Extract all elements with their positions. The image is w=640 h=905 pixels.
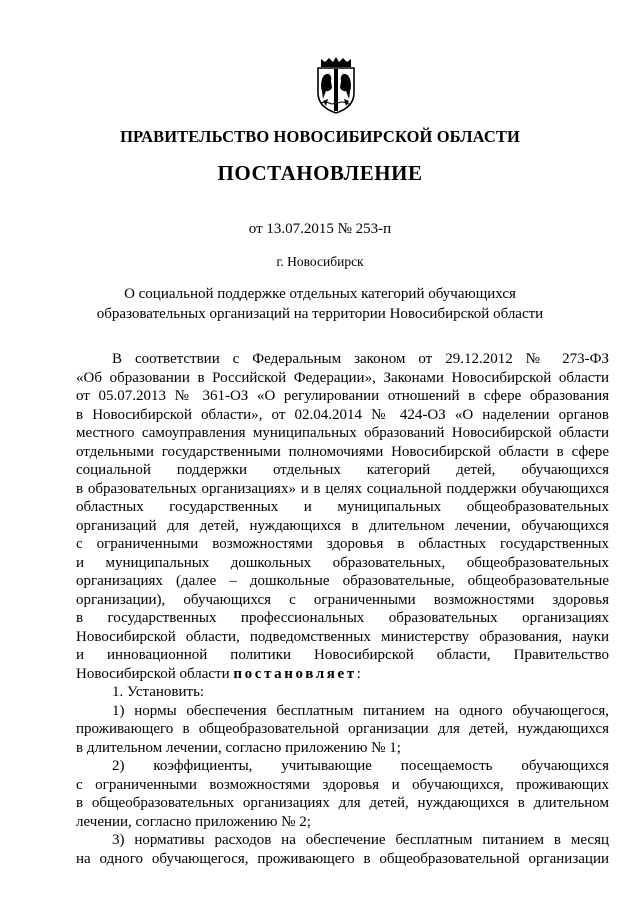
body-line: проживающего в общеобразовательной организации для детей, нуждающихся: [76, 721, 609, 737]
coat-of-arms-icon: [314, 57, 358, 115]
body-line: в Новосибирской области», от 02.04.2014 № 424-ОЗ «О наделении органов: [76, 406, 609, 423]
body-line: в образовательных организациях» и в целях социальной поддержки обучающихся: [76, 480, 609, 497]
document-type: ПОСТАНОВЛЕНИЕ: [217, 161, 423, 185]
document-body: [76, 350, 609, 868]
document-subject: [0, 284, 640, 324]
body-line: с ограниченными возможностями здоровья и обучающихся, проживающих: [76, 776, 609, 793]
body-line: в общеобразовательных организациях для детей, нуждающихся в длительном: [76, 795, 609, 811]
body-line: с ограниченными возможностями здоровья в областных государственных: [76, 536, 609, 552]
body-line: местного самоуправления муниципальных образований Новосибирской области: [76, 425, 609, 441]
body-line: В соответствии с Федеральным законом от 29.12.2012 № 273-ФЗ: [112, 351, 609, 367]
body-line: организациях (далее – дошкольные образовательные, общеобразовательные: [76, 573, 609, 589]
body-line: и инновационной политики Новосибирской области, Правительство: [76, 647, 609, 663]
subject-line: О социальной поддержке отдельных категорий обучающихся: [124, 286, 516, 302]
body-line: отдельными государственными полномочиями Новосибирской области в сфере: [76, 443, 609, 460]
body-line: 1) нормы обеспечения бесплатным питанием на одного обучающегося,: [112, 702, 609, 719]
body-line: социальной поддержки отдельных категорий детей, обучающихся: [76, 462, 609, 478]
government-title: ПРАВИТЕЛЬСТВО НОВОСИБИРСКОЙ ОБЛАСТИ: [120, 127, 520, 146]
city: г. Новосибирск: [276, 254, 364, 269]
body-line: организаций для детей, нуждающихся в длительном лечении, обучающихся: [76, 517, 609, 534]
body-line: в государственных профессиональных образовательных организациях: [76, 610, 609, 626]
body-line: в длительном лечении, согласно приложению № 1;: [76, 739, 401, 756]
body-line: от 05.07.2013 № 361-ОЗ «О регулировании отношений в сфере образования: [76, 388, 609, 404]
body-line: Новосибирской области, подведомственных министерству образования, науки: [76, 628, 609, 645]
body-line: 3) нормативы расходов на обеспечение бесплатным питанием в месяц: [112, 832, 609, 848]
decree-colon: :: [356, 665, 361, 682]
document-number: от 13.07.2015 № 253-п: [248, 221, 392, 237]
body-line: 1. Установить:: [112, 684, 205, 700]
body-line: областных государственных и муниципальных общеобразовательных: [76, 499, 609, 515]
decree-word: постановляет: [233, 665, 357, 682]
body-line: и муниципальных дошкольных образовательных, общеобразовательных: [76, 554, 609, 571]
body-line: Новосибирской области: [76, 665, 230, 682]
subject-line: образовательных организаций на территории Новосибирской области: [96, 306, 544, 322]
body-line: на одного обучающегося, проживающего в общеобразовательной организации: [76, 850, 609, 867]
body-line: организации), обучающихся с ограниченными возможностями здоровья: [76, 591, 609, 608]
body-line-decree: [76, 665, 609, 684]
body-line: «Об образовании в Российской Федерации», Законами Новосибирской области: [76, 369, 609, 386]
body-line: лечении, согласно приложению № 2;: [76, 813, 311, 830]
body-line: 2) коэффициенты, учитывающие посещаемость обучающихся: [112, 758, 609, 774]
